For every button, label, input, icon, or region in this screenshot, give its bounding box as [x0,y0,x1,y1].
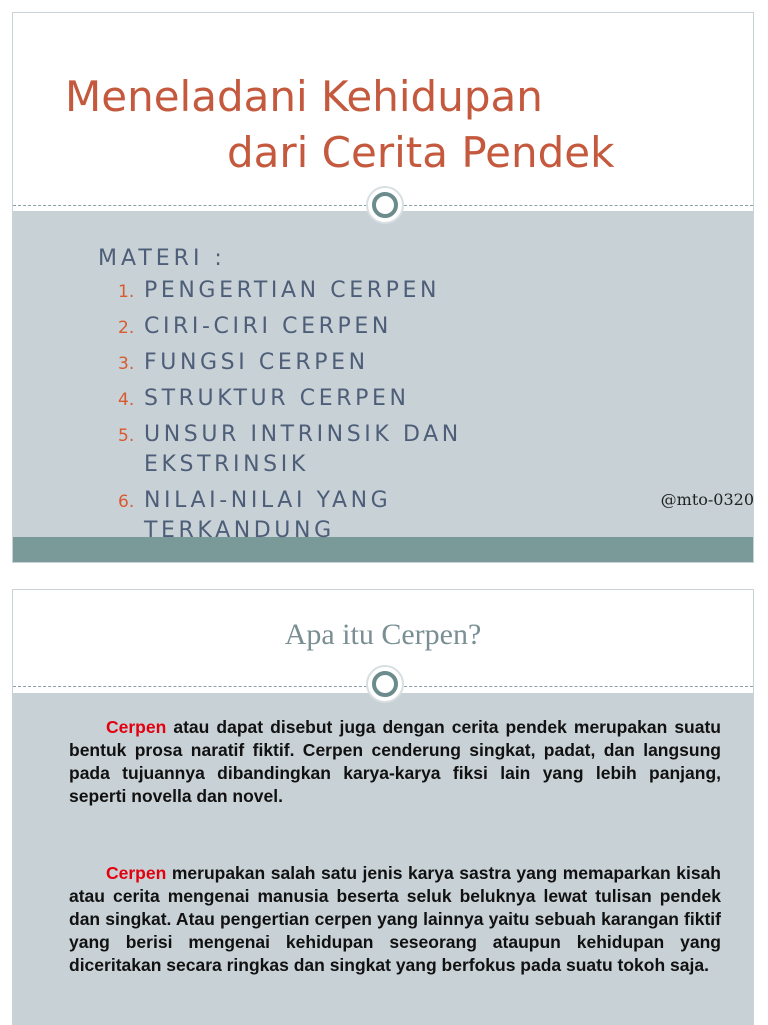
title-line-1: Meneladani Kehidupan [65,72,543,121]
list-text: UNSUR INTRINSIK DAN EKSTRINSIK [144,422,462,477]
list-text: FUNGSI CERPEN [144,350,369,375]
paragraph-text: merupakan salah satu jenis karya sastra yang memaparkan kisah atau cerita mengenai manusia beserta seluk beluknya lewat tulisan pendek dan singkat. Atau pengertian cerpen yang lainnya yaitu sebuah karangan fiktif yang berisi mengenai kehidupan seseorang ataupun kehidupan yang diceritakan secara ringkas dan singkat yang berfokus pada suatu tokoh saja. [69,863,721,975]
list-number: 4. [118,390,135,410]
list-item [118,384,574,414]
list-item [118,486,574,546]
paragraph-text: atau dapat disebut juga dengan cerita pendek merupakan suatu bentuk prosa naratif fiktif. Cerpen cenderung singkat, padat, dan langsung pada tujuannya dibandingkan karya-karya fiksi lain yang lebih panjang, seperti novella dan novel. [69,717,721,806]
title-line-2: dari Cerita Pendek [227,128,615,177]
paragraph-definition [69,716,721,808]
list-number: 2. [118,318,135,338]
list-item [118,276,574,306]
list-number: 5. [118,426,135,446]
list-number: 3. [118,354,135,374]
list-number: 6. [118,492,135,512]
list-text: NILAI-NILAI YANG TERKANDUNG [144,488,392,543]
list-number: 1. [118,282,135,302]
list-item [118,312,574,342]
list-item [118,348,574,378]
list-text: CIRI-CIRI CERPEN [144,314,392,339]
list-item [118,420,574,480]
keyword-cerpen: Cerpen [106,717,167,737]
slide-apa-itu-cerpen [12,589,754,1025]
keyword-cerpen: Cerpen [106,863,167,883]
circle-ornament-icon [366,665,404,703]
list-text: PENGERTIAN CERPEN [144,278,441,303]
circle-ornament-icon [366,186,404,224]
materi-heading: MATERI : [98,246,226,271]
watermark-text: @mto-0320 [660,490,754,509]
slide-title [65,69,614,181]
slide-title: Apa itu Cerpen? [284,618,482,651]
paragraph-definition [69,862,721,977]
list-text: STRUKTUR CERPEN [144,386,410,411]
materi-list [118,276,574,552]
